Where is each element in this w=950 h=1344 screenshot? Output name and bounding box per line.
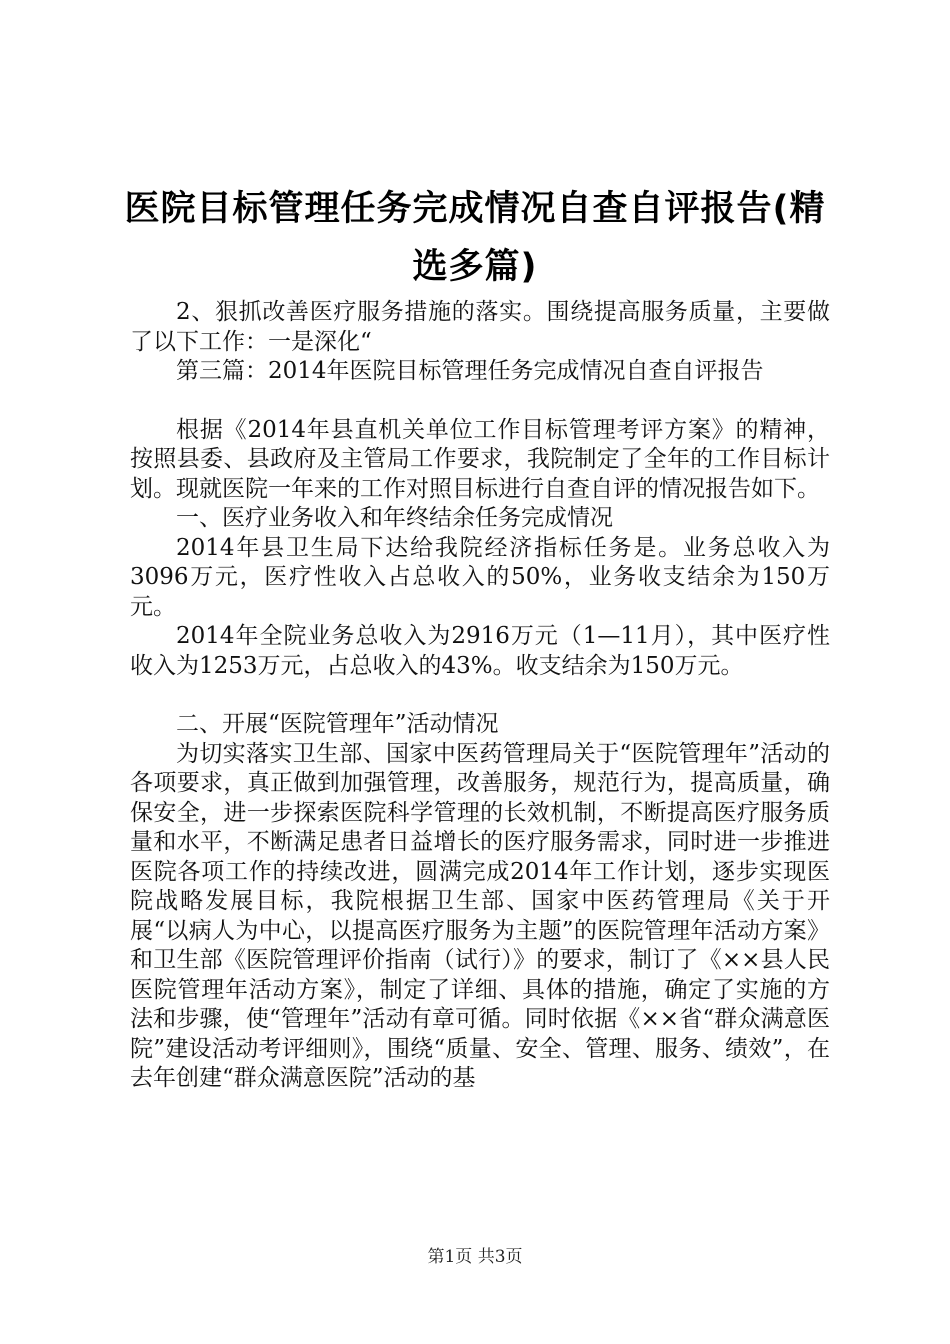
paragraph-spacer — [130, 387, 830, 416]
paragraph-spacer — [130, 681, 830, 710]
section-heading: 一、医疗业务收入和年终结余任务完成情况 — [176, 505, 613, 531]
paragraph: 2、狠抓改善医疗服务措施的落实。围绕提高服务质量，主要做了以下工作：一是深化“ — [130, 299, 830, 355]
paragraph: 2014年县卫生局下达给我院经济指标任务是。业务总收入为3096万元，医疗性收入占总收入的50%，业务收支结余为150万元。 — [130, 534, 830, 620]
page-footer: 第1页 共3页 — [427, 1247, 523, 1267]
paragraph: 根据《2014年县直机关单位工作目标管理考评方案》的精神，按照县委、县政府及主管局工作要求，我院制定了全年的工作目标计划。现就医院一年来的工作对照目标进行自查自评的情况报告如下。 — [130, 416, 830, 502]
section-heading: 二、开展“医院管理年”活动情况 — [176, 711, 499, 737]
document-title: 医院目标管理任务完成情况自查自评报告(精选多篇) — [124, 189, 826, 287]
document-body — [130, 298, 830, 1094]
paragraph: 2014年全院业务总收入为2916万元（1—11月），其中医疗性收入为1253万元，占总收入的43%。收支结余为150万元。 — [130, 623, 830, 679]
section-heading: 第三篇：2014年医院目标管理任务完成情况自查自评报告 — [176, 358, 764, 384]
paragraph: 为切实落实卫生部、国家中医药管理局关于“医院管理年”活动的各项要求，真正做到加强管理，改善服务，规范行为，提高质量，确保安全，进一步探索医院科学管理的长效机制，不断提高医疗服务质量和水平，不断满足患者日益增长的医疗服务需求，同时进一步推进医院各项工作的持续改进，圆满完成2014年工作计划，逐步实现医院战略发展目标，我院根据卫生部、国家中医药管理局《关于开展“以病人为中心，以提高医疗服务为主题”的医院管理年活动方案》和卫生部《医院管理评价指南（试行）》的要求，制订了《××县人民医院管理年活动方案》，制定了详细、具体的措施，确定了实施的方法和步骤，使“管理年”活动有章可循。同时依据《××省“群众满意医院”建设活动考评细则》，围绕“质量、安全、管理、服务、绩效”，在去年创建“群众满意医院”活动的基 — [130, 740, 830, 1091]
